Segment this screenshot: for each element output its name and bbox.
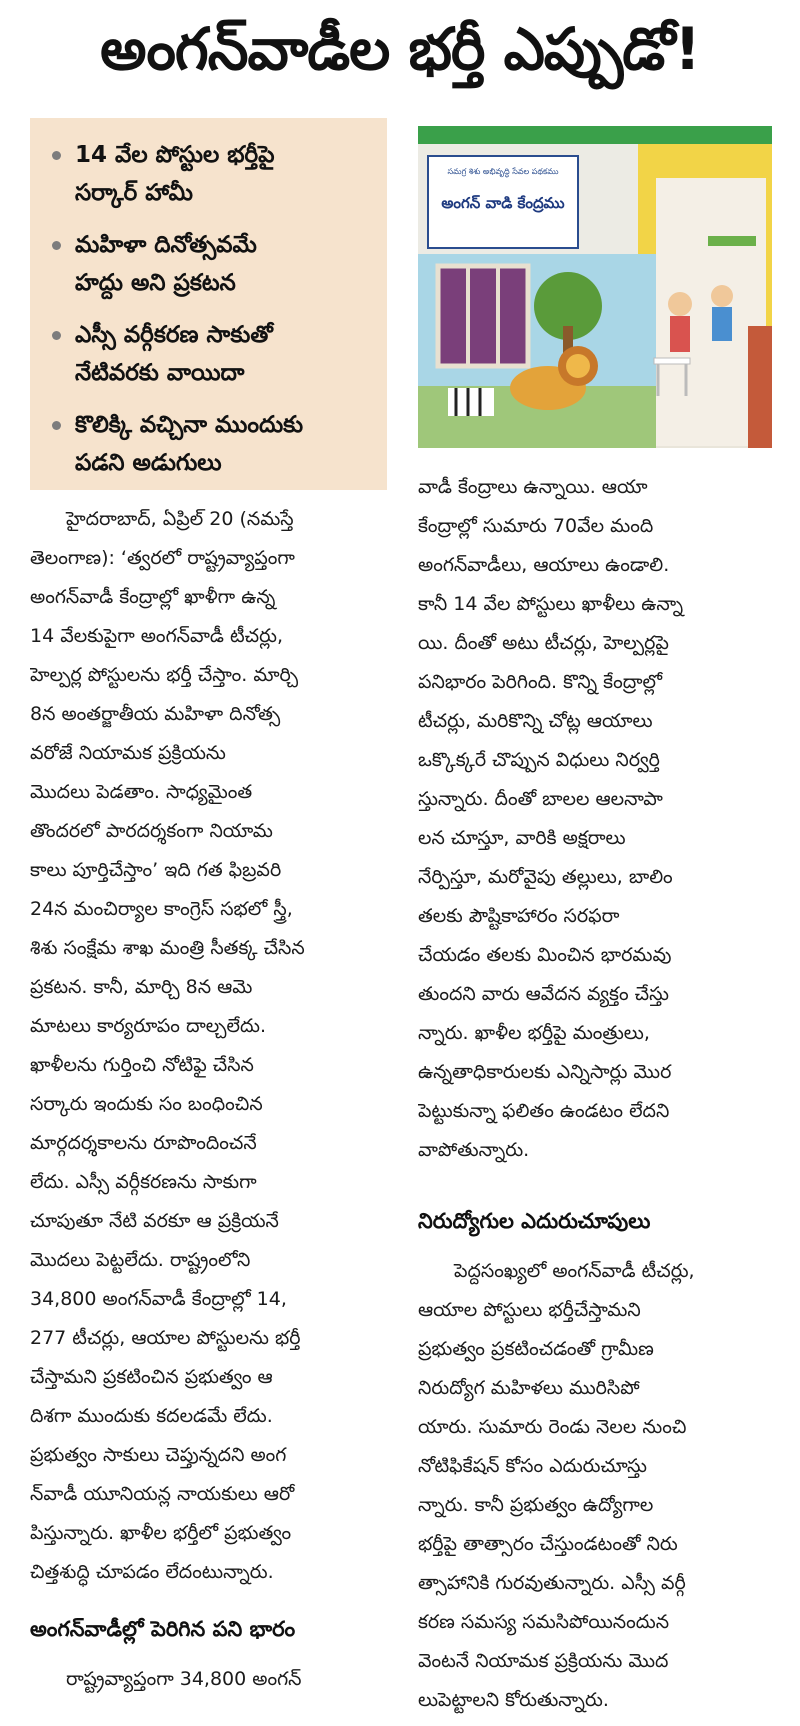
plant-mural [708,236,756,246]
text-line: భర్తీపై తాత్సారం చేస్తుండటంతో నిరు [418,1533,678,1555]
bullet-icon [52,421,61,430]
child-figure-head [711,285,733,307]
text-line: యి. దీంతో అటు టీచర్లు, హెల్పర్లపై [418,632,669,654]
child-figure-body [670,316,690,352]
text-line: 24న మంచిర్యాల కాంగ్రెస్ సభలో స్త్రీ, [30,898,293,920]
text-line: స్తున్నారు. దీంతో బాలల ఆలనాపా [418,788,663,810]
chair [654,358,690,364]
text-line: తొందరలో పారదర్శకంగా నియామ [30,820,273,842]
text-line: చిత్తశుద్ధి చూపడం లేదంటున్నారు. [30,1561,274,1583]
text-line: కరణ సమస్య సమసిపోయినందున [418,1611,670,1633]
bullet-icon [52,241,61,250]
text-line: లేదు. ఎస్సీ వర్గీకరణను సాకుగా [30,1171,257,1193]
highlight-item [52,406,377,482]
text-line: వాపోతున్నారు. [418,1139,530,1161]
sign-text-top: సమగ్ర శిశు అభివృద్ధి సేవల పథకము [447,167,559,176]
text-line: 277 టీచర్లు, ఆయాల పోస్టులను భర్తీ [30,1327,301,1349]
highlight-line: హద్దు అని ప్రకటన [75,270,236,296]
anganwadi-building-illustration [418,126,772,448]
text-line: కేంద్రాల్లో సుమారు 70వేల మంది [418,515,654,537]
text-line: మొదలు పెడతాం. సాధ్యమైంత [30,781,253,803]
bullet-icon [52,331,61,340]
highlight-line: మహిళా దినోత్సవమే [75,232,257,258]
text-line: మొదలు పెట్టలేదు. రాష్ట్రంలోని [30,1249,251,1271]
highlight-item [52,136,377,212]
text-line: న్నారు. కానీ ప్రభుత్వం ఉద్యోగాల [418,1494,654,1516]
text-line: వెంటనే నియామక ప్రక్రియను మొద [418,1650,669,1672]
text-line: వాడీ కేంద్రాలు ఉన్నాయి. ఆయా [418,476,648,498]
highlights-box [30,118,387,490]
highlight-line: నేటివరకు వాయిదా [75,360,245,386]
text-line: హైదరాబాద్, ఏప్రిల్ 20 (నమస్తే [66,508,294,530]
text-line: 34,800 అంగన్‌వాడీ కేంద్రాల్లో 14, [30,1288,287,1310]
text-line: పిస్తున్నారు. ఖాళీల భర్తీలో ప్రభుత్వం [30,1522,292,1544]
text-line: మాటలు కార్యరూపం దాల్చలేదు. [30,1015,267,1037]
text-line: దిశగా ముందుకు కదలడమే లేదు. [30,1405,273,1427]
text-line: రాష్ట్రవ్యాప్తంగా 34,800 అంగన్ [66,1668,302,1690]
text-line: హెల్పర్ల పోస్టులను భర్తీ చేస్తాం. మార్చి [30,664,299,686]
text-line: టీచర్లు, మరికొన్ని చోట్ల ఆయాలు [418,710,653,732]
anganwadi-centre-photo [418,126,772,448]
text-line: యారు. సుమారు రెండు నెలల నుంచి [418,1416,687,1438]
text-line: త్సాహానికి గురవుతున్నారు. ఎస్సీ వర్గీ [418,1572,686,1594]
text-line: ఖాళీలను గుర్తించి నోటిఫై చేసిన [30,1054,254,1076]
text-line: పెద్దసంఖ్యలో అంగన్‌వాడీ టీచర్లు, [454,1260,695,1282]
child-figure-body [712,307,732,341]
text-line: కానీ 14 వేల పోస్టులు ఖాళీలు ఉన్నా [418,593,684,615]
highlight-item [52,226,377,302]
text-line: చేయడం తలకు మించిన భారమవు [418,944,672,966]
article-column-right [418,468,774,1720]
text-line: సర్కారు ఇందుకు సం బంధించిన [30,1093,263,1115]
text-line: తుందని వారు ఆవేదన వ్యక్తం చేస్తు [418,983,669,1005]
text-line: ప్రకటన. కానీ, మార్చి 8న ఆమె [30,976,253,998]
lion-face [566,354,590,378]
text-line: వరోజే నియామక ప్రక్రియను [30,742,226,764]
text-line: నేర్పిస్తూ, మరోవైపు తల్లులు, బాలిం [418,866,673,888]
text-line: కాలు పూర్తిచేస్తాం’ ఇది గత ఫిబ్రవరి [30,859,282,881]
text-line: అంగన్‌వాడీలు, ఆయాలు ఉండాలి. [418,554,670,576]
text-line: లుపెట్టాలని కోరుతున్నారు. [418,1689,609,1711]
text-line: ఆయాల పోస్టులు భర్తీచేస్తామని [418,1299,641,1321]
section-subheading: అంగన్‌వాడీల్లో పెరిగిన పని భారం [30,1617,296,1641]
door-frame [748,326,772,448]
text-line: ఒక్కొక్కరే చొప్పున విధులు నిర్వర్తి [418,749,660,771]
text-line: అంగన్‌వాడీ కేంద్రాల్లో ఖాళీగా ఉన్న [30,586,276,608]
text-line: 8న అంతర్జాతీయ మహిళా దినోత్స [30,703,281,725]
headline: అంగన్‌వాడీల భర్తీ ఎప్పుడో! [100,14,700,83]
text-line: న్నారు. ఖాళీల భర్తీపై మంత్రులు, [418,1022,650,1044]
text-line: పనిభారం పెరిగింది. కొన్ని కేంద్రాల్లో [418,671,663,693]
highlight-line: సర్కార్ హామీ [75,180,193,206]
text-line: చూపుతూ నేటి వరకూ ఆ ప్రక్రియనే [30,1210,279,1232]
highlight-item [52,316,377,392]
text-line: న్‌వాడీ యూనియన్ల నాయకులు ఆరో [30,1483,295,1505]
child-figure-head [668,292,692,316]
article-column-left [30,500,392,1699]
text-line: ఉన్నతాధికారులకు ఎన్నిసార్లు మొర [418,1061,672,1083]
text-line: 14 వేలకుపైగా అంగన్‌వాడీ టీచర్లు, [30,625,283,647]
highlight-line: పడని అడుగులు [75,450,222,476]
highlight-line: 14 వేల పోస్టుల భర్తీపై [75,142,275,168]
text-line: తలకు పౌష్టికాహారం సరఫరా [418,905,620,927]
section-subheading: నిరుద్యోగుల ఎదురుచూపులు [418,1209,651,1233]
text-line: నిరుద్యోగ మహిళలు మురిసిపో [418,1377,640,1399]
text-line: చేస్తామని ప్రకటించిన ప్రభుత్వం ఆ [30,1366,273,1388]
bullet-icon [52,151,61,160]
text-line: పెట్టుకున్నా ఫలితం ఉండటం లేదని [418,1100,670,1122]
window [438,266,528,366]
highlight-line: ఎస్సీ వర్గీకరణ సాకుతో [75,322,273,348]
text-line: ప్రభుత్వం సాకులు చెప్తున్నదని అంగ [30,1444,287,1466]
text-line: ప్రభుత్వం ప్రకటించడంతో గ్రామీణ [418,1338,654,1360]
text-line: శిశు సంక్షేమ శాఖ మంత్రి సీతక్క చేసిన [30,937,305,959]
sign-text-main: అంగన్ వాడి కేంద్రము [441,194,565,212]
text-line: మార్గదర్శకాలను రూపొందించనే [30,1132,257,1154]
text-line: లన చూస్తూ, వారికి అక్షరాలు [418,827,626,849]
text-line: తెలంగాణ): ‘త్వరలో రాష్ట్రవ్యాప్తంగా [30,547,295,569]
text-line: నోటిఫికేషన్ కోసం ఎదురుచూస్తు [418,1455,647,1477]
highlight-line: కొలిక్కి వచ్చినా ముందుకు [75,412,304,438]
green-roof-band [418,126,772,144]
